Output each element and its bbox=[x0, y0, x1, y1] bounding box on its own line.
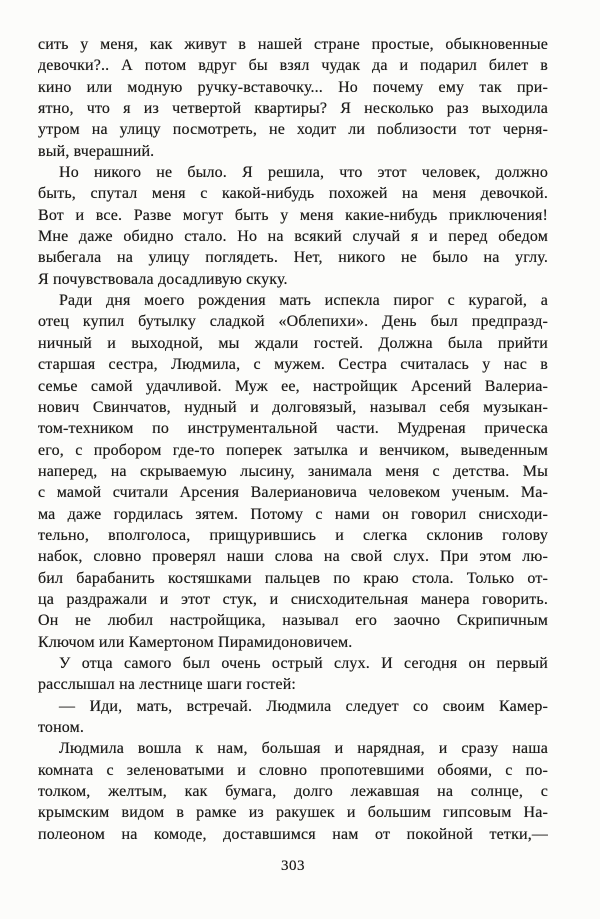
text-line: его, с пробором где-то поперек затылка и венчиком, выведенным bbox=[38, 441, 548, 459]
text-line: с мамой считали Арсения Валериановича человеком ученым. Ма- bbox=[38, 484, 548, 502]
paragraph bbox=[38, 696, 548, 739]
text-line: Но никого не было. Я решила, что этот человек, должно bbox=[59, 164, 548, 182]
text-line: тельно, вполголоса, прищурившись и слегка склонив голову bbox=[38, 526, 548, 544]
text-line: Мне даже обидно стало. Но на всякий случай я и перед обедом bbox=[38, 228, 548, 246]
text-line: нович Свинчатов, нудный и долговязый, называл себя музыкан- bbox=[38, 398, 548, 416]
text-line: выбегала на улицу поглядеть. Нет, никого не было на углу. bbox=[38, 249, 548, 267]
paragraph bbox=[38, 653, 548, 696]
text-line: утром на улицу посмотреть, не ходит ли поблизости тот черня- bbox=[38, 121, 548, 139]
paragraph bbox=[38, 290, 548, 653]
text-line: быть, спутал меня с какой-нибудь похожей на меня девочкой. bbox=[38, 185, 548, 203]
text-line: полеоном на комоде, доставшимся нам от покойной тетки,— bbox=[38, 825, 548, 843]
text-line: семье самой удачливой. Муж ее, настройщик Арсений Валериа- bbox=[38, 377, 548, 395]
text-line: ятно, что я из четвертой квартиры? Я несколько раз выходила bbox=[38, 100, 548, 118]
text-line: старшая сестра, Людмила, с мужем. Сестра считалась у нас в bbox=[38, 356, 548, 374]
text-line: Он не любил настройщика, называл его заочно Скрипичным bbox=[38, 612, 548, 630]
text-line: У отца самого был очень острый слух. И сегодня он первый bbox=[59, 654, 548, 672]
text-line: вый, вчерашний. bbox=[38, 142, 155, 160]
text-line: кино или модную ручку-вставочку... Но почему ему так при- bbox=[38, 78, 548, 96]
page-number: 303 bbox=[281, 858, 305, 875]
text-line: — Иди, мать, встречай. Людмила следует со своим Камер- bbox=[59, 697, 548, 715]
page-text-block bbox=[38, 34, 548, 877]
paragraph bbox=[38, 162, 548, 290]
text-line: тоном. bbox=[38, 719, 85, 736]
text-line: Вот и все. Разве могут быть у меня какие-нибудь приключения! bbox=[38, 206, 548, 224]
paragraph bbox=[38, 34, 548, 162]
text-line: толком, желтым, как бумага, долго лежавшая на солнце, с bbox=[38, 783, 548, 801]
text-line: ничный и выходной, мы ждали гостей. Должна была прийти bbox=[38, 334, 548, 352]
text-line: ца раздражали и этот стук, и снисходительная манера говорить. bbox=[38, 590, 548, 608]
text-line: ма даже гордилась зятем. Потому с нами он говорил снисходи- bbox=[38, 505, 548, 523]
text-line: крымским видом в рамке из ракушек и большим гипсовым На- bbox=[38, 804, 548, 822]
text-line: сить у меня, как живут в нашей стране простые, обыкновенные bbox=[38, 36, 548, 53]
text-line: наперед, на скрываемую лысину, занимала меня с детства. Мы bbox=[38, 462, 548, 480]
text-line: набок, словно проверял наши слова на свой слух. При этом лю- bbox=[38, 548, 548, 566]
text-line: Ради дня моего рождения мать испекла пирог с курагой, а bbox=[59, 292, 548, 310]
text-line: том-техником по инструментальной части. Мудреная прическа bbox=[38, 420, 548, 438]
text-line: Людмила вошла к нам, большая и нарядная, и сразу наша bbox=[59, 740, 548, 758]
text-line: расслышал на лестнице шаги гостей: bbox=[38, 676, 297, 694]
paragraph bbox=[38, 738, 548, 845]
text-line: комната с зеленоватыми и словно пропотевшими обоями, с по- bbox=[38, 761, 548, 779]
text-line: девочки?.. А потом вдруг бы взял чудак да и подарил билет в bbox=[38, 57, 548, 75]
text-line: Ключом или Камертоном Пирамидоновичем. bbox=[38, 633, 353, 651]
text-line: отец купил бутылку сладкой «Облепихи». День был предпразд- bbox=[38, 313, 548, 331]
text-line: Я почувствовала досадливую скуку. bbox=[38, 270, 288, 288]
text-line: бил барабанить костяшками пальцев по краю стола. Только от- bbox=[38, 569, 548, 587]
